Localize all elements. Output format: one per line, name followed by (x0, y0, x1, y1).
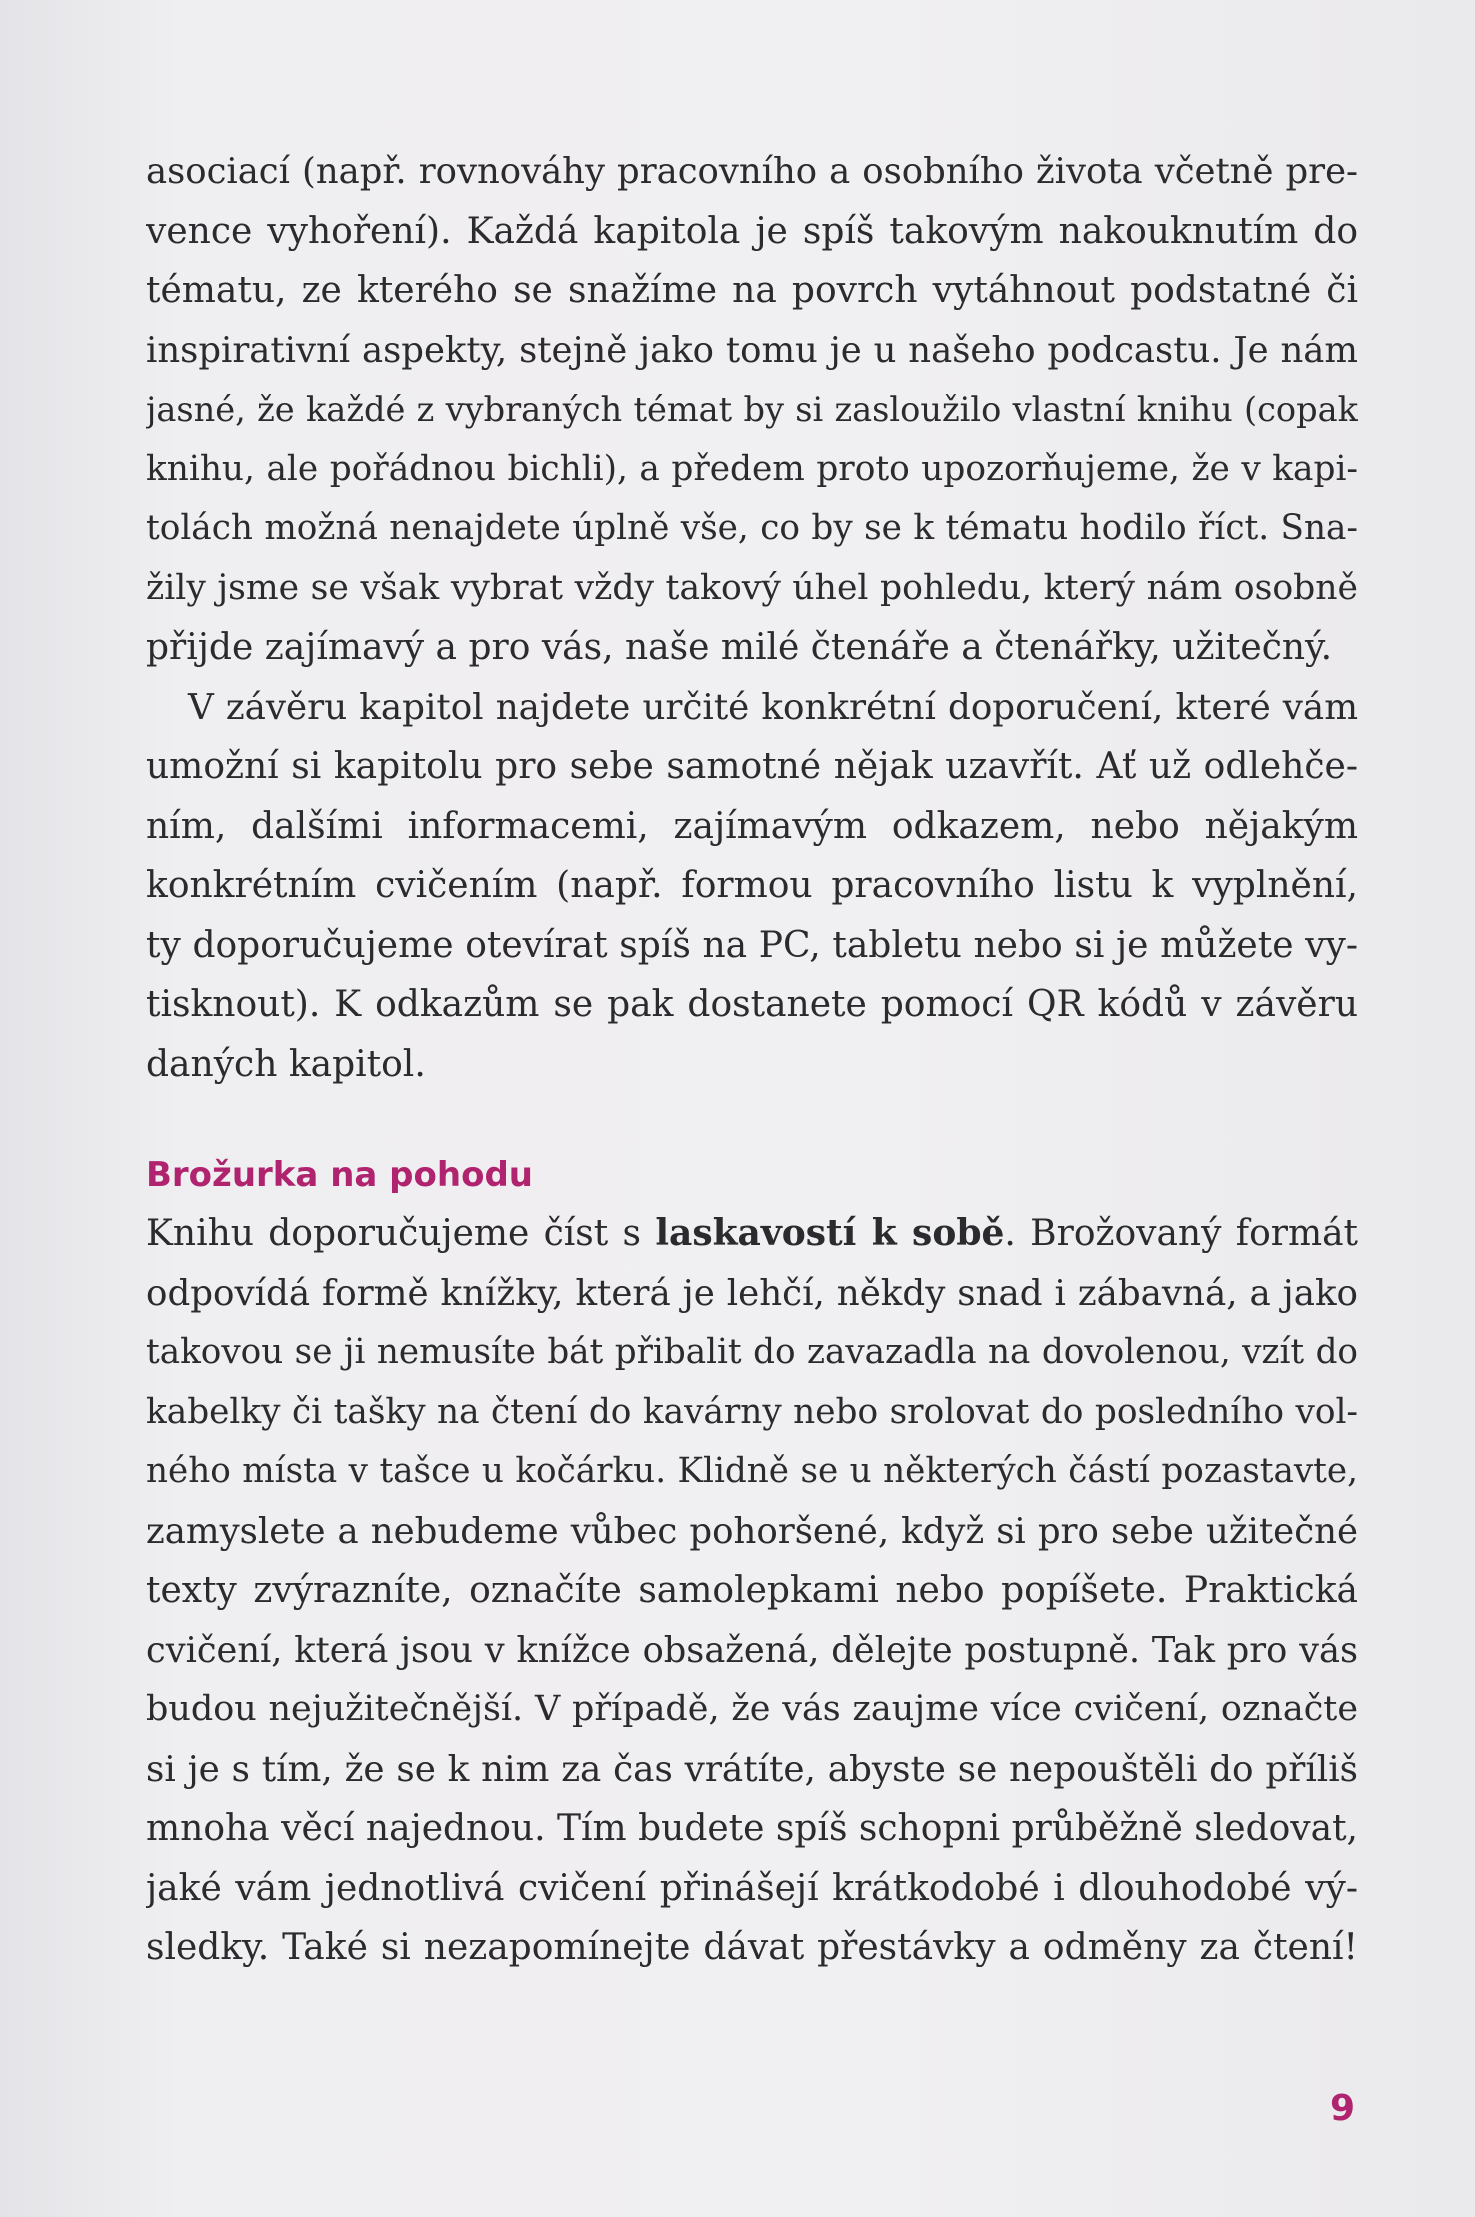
page-number: 9 (1330, 2088, 1356, 2129)
text-line: umožní si kapitolu pro sebe samotné nějak uzavřít. Ať už odlehče- (146, 746, 1358, 787)
text-line: konkrétním cvičením (např. formou pracovního listu k vyplnění, (146, 865, 1358, 906)
paragraph-2 (146, 678, 1358, 1095)
text-line: žily jsme se však vybrat vždy takový úhel pohledu, který nám osobně (146, 567, 1358, 608)
text-line: V závěru kapitol najdete určité konkrétní doporučení, které vám (188, 686, 1358, 728)
section-brozurka (146, 1146, 1358, 1978)
page-content (146, 142, 1358, 1978)
text-line: sledky. Také si nezapomínejte dávat přestávky a odměny za čtení! (146, 1927, 1358, 1968)
text-line: texty zvýrazníte, označíte samolepkami nebo popíšete. Praktická (146, 1570, 1358, 1611)
text-line: inspirativní aspekty, stejně jako tomu je u našeho podcastu. Je nám (146, 329, 1358, 371)
text-line: daných kapitol. (146, 1043, 426, 1085)
text-line: vence vyhoření). Každá kapitola je spíš takovým nakouknutím do (146, 210, 1358, 252)
text-line: asociací (např. rovnováhy pracovního a osobního života včetně pre- (146, 151, 1358, 192)
text-line: si je s tím, že se k nim za čas vrátíte, abyste se nepouštěli do příliš (146, 1748, 1358, 1790)
text-line: budou nejužitečnější. V případě, že vás zaujme více cvičení, označte (146, 1689, 1358, 1729)
text-line: mnoha věcí najednou. Tím budete spíš schopni průběžně sledovat, (146, 1808, 1358, 1849)
emphasis-text: laskavostí k sobě (655, 1212, 1005, 1254)
text-fragment: . Brožovaný formát (1004, 1213, 1358, 1254)
text-fragment: Knihu doporučujeme číst s (146, 1213, 656, 1254)
text-line: jaké vám jednotlivá cvičení přinášejí krátkodobé i dlouhodobé vý- (146, 1867, 1358, 1909)
text-line: knihu, ale pořádnou bichli), a předem proto upozorňujeme, že v kapi- (146, 448, 1358, 489)
text-line: tisknout). K odkazům se pak dostanete pomocí QR kódů v závěru (146, 984, 1358, 1025)
text-line: tématu, ze kterého se snažíme na povrch vytáhnout podstatné či (146, 270, 1358, 311)
text-line: přijde zajímavý a pro vás, naše milé čtenáře a čtenářky, užitečný. (146, 627, 1333, 668)
section-gap (146, 1094, 1358, 1146)
text-line: takovou se ji nemusíte bát přibalit do zavazadla na dovolenou, vzít do (146, 1332, 1358, 1372)
text-line: jasné, že každé z vybraných témat by si zasloužilo vlastní knihu (copak (146, 390, 1358, 429)
text-line-with-emphasis (146, 1204, 1358, 1264)
text-line: ného místa v tašce u kočárku. Klidně se u některých částí pozastavte, (146, 1451, 1358, 1491)
text-line: odpovídá formě knížky, která je lehčí, někdy snad i zábavná, a jako (146, 1272, 1358, 1314)
paragraph-1 (146, 142, 1358, 678)
text-line: tolách možná nenajdete úplně vše, co by se k tématu hodilo říct. Sna- (146, 508, 1358, 548)
text-line: ním, dalšími informacemi, zajímavým odkazem, nebo nějakým (146, 805, 1358, 847)
text-line: ty doporučujeme otevírat spíš na PC, tabletu nebo si je můžete vy- (146, 924, 1358, 966)
text-line: cvičení, která jsou v knížce obsažená, dělejte postupně. Tak pro vás (146, 1629, 1358, 1671)
text-line: kabelky či tašky na čtení do kavárny nebo srolovat do posledního vol- (146, 1391, 1358, 1432)
text-line: zamyslete a nebudeme vůbec pohoršené, když si pro sebe užitečné (146, 1510, 1358, 1552)
section-heading: Brožurka na pohodu (146, 1155, 533, 1195)
